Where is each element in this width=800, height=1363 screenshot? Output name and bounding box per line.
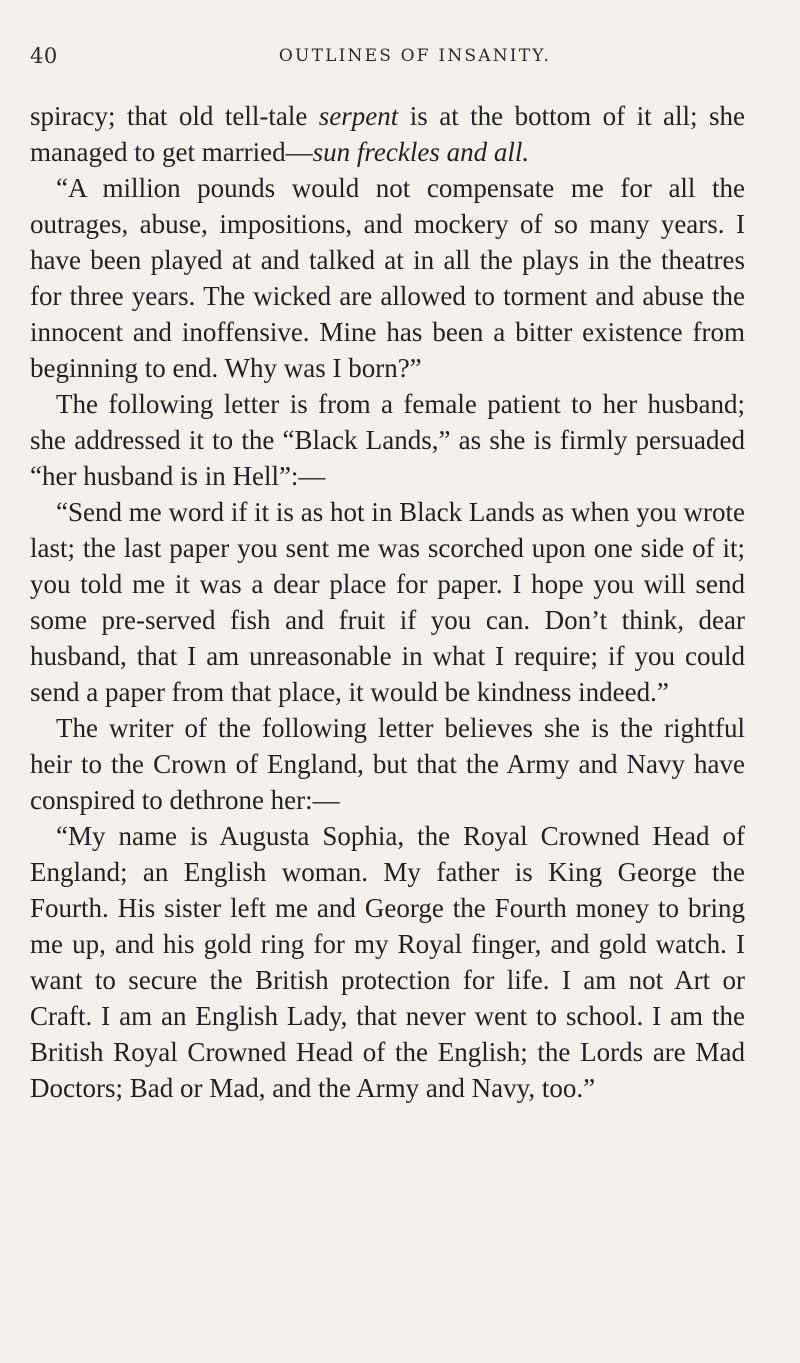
paragraph-1-text-b: is at the bottom of it all; she managed to get married—	[30, 101, 745, 167]
paragraph-1-italic-serpent: serpent	[318, 101, 399, 131]
paragraph-3: The following letter is from a female patient to her husband; she addressed it to the “Black Lands,” as she is firmly persuaded “her husband is in Hell”:—	[30, 389, 745, 491]
paragraph-1	[30, 98, 745, 170]
running-head: OUTLINES OF INSANITY.	[278, 46, 552, 66]
body-text	[30, 98, 745, 1106]
paragraph-1-italic-sun-freckles: sun freckles and all.	[312, 137, 530, 167]
paragraph-6: “My name is Augusta Sophia, the Royal Crowned Head of England; an English woman. My father is King George the Fourth. His sister left me and George the Fourth money to bring me up, and his gold ring for my Royal finger, and gold watch. I want to secure the British protection for life. I am not Art or Craft. I am an English Lady, that never went to school. I am the British Royal Crowned Head of the English; the Lords are Mad Doctors; Bad or Mad, and the Army and Navy, too.”	[30, 821, 745, 1103]
paragraph-4: “Send me word if it is as hot in Black Lands as when you wrote last; the last paper you sent me was scorched upon one side of it; you told me it was a dear place for paper. I hope you will send some pre-served fish and fruit if you can. Don’t think, dear husband, that I am unreasonable in what I require; if you could send a paper from that place, it would be kindness indeed.”	[30, 497, 745, 707]
paragraph-1-text-a: spiracy; that old tell-tale	[30, 101, 319, 131]
paragraph-2: “A million pounds would not compensate me for all the outrages, abuse, impositions, and mockery of so many years. I have been played at and talked at in all the plays in the theatres for three years. The wicked are allowed to torment and abuse the innocent and inoffensive. Mine has been a bitter existence from beginning to end. Why was I born?”	[30, 173, 745, 383]
paragraph-5: The writer of the following letter believes she is the rightful heir to the Crown of England, but that the Army and Navy have conspired to dethrone her:—	[30, 713, 745, 815]
page-header	[30, 44, 740, 80]
page-number: 40	[30, 44, 58, 68]
